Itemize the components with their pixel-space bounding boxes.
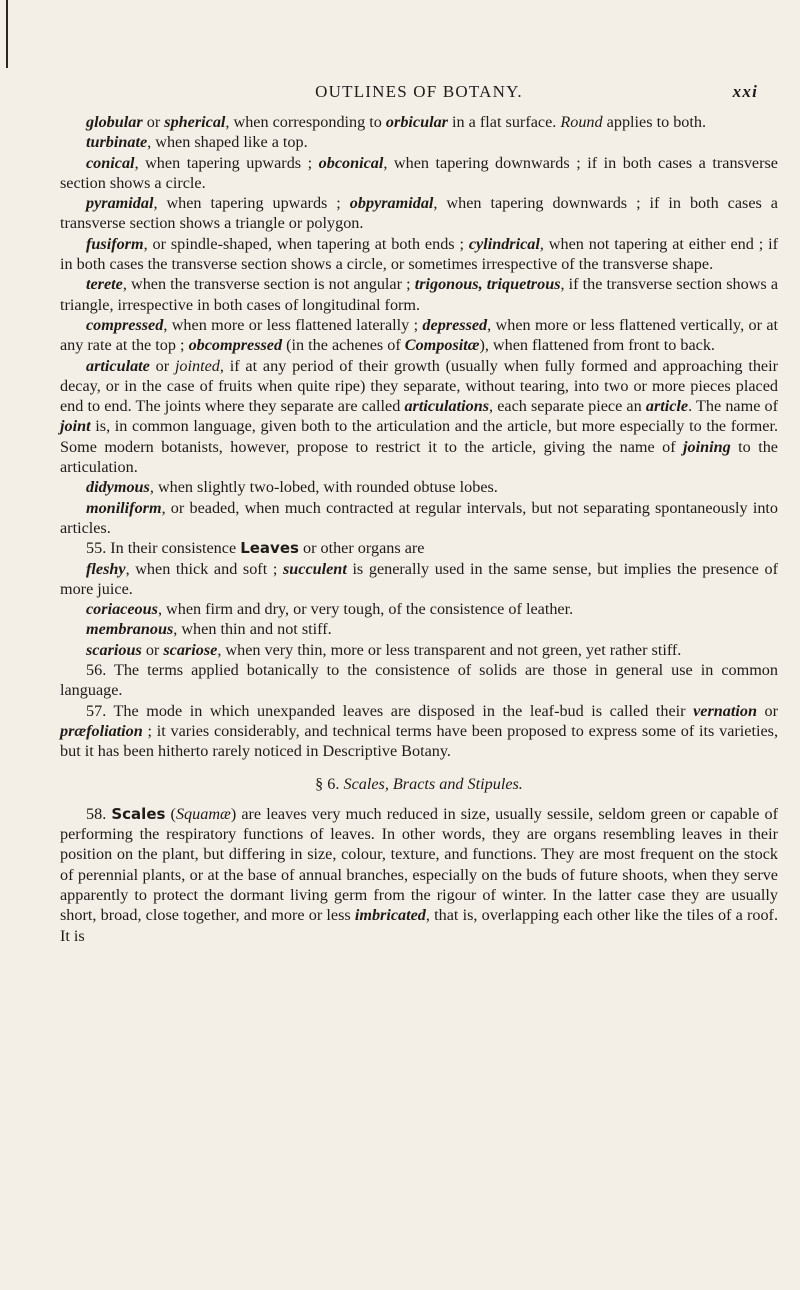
page-number: xxi [732, 82, 758, 101]
paragraph-56 [60, 660, 778, 701]
term: conical [86, 153, 135, 172]
term: pyramidal [86, 194, 154, 213]
term: globular [86, 113, 143, 131]
text: , when firm and dry, or very tough, of the consistence of leather. [157, 600, 574, 619]
term: joint [60, 417, 91, 436]
term: fusiform [86, 234, 144, 253]
text: ) are leaves very much reduced in size, usually sessile, seldom green or capable of performing the respiratory functions of leaves. In other words, they are organs resembling leaves in their position on the plant, but differing in size, colour, texture, and functions. They are most frequent on the stock of perennial plants, or at the base of annual branches, especially on the buds of future shoots, when they serve apparently to protect the dormant living germ from the rigour of winter. In the latter case they are usually short, broad, close together, and more or less [60, 804, 779, 925]
paragraph-compressed [60, 315, 778, 356]
paragraph-57 [60, 701, 778, 762]
text: or [141, 640, 164, 659]
paragraph-55 [60, 538, 778, 558]
running-title: OUTLINES OF BOTANY. [315, 82, 523, 101]
text: or other organs are [298, 539, 425, 558]
term: Leaves [240, 539, 299, 558]
page-binding-edge [6, 0, 8, 68]
text: 55. In their consistence [86, 539, 241, 558]
term: compressed [86, 315, 164, 334]
text: is, in common language, given both to the articulation and the article, but more especially to the former. Some modern botanists, however, propose to restrict it to the article, giving the name of [60, 417, 778, 456]
term: vernation [693, 701, 757, 720]
book-page [60, 0, 778, 946]
term: Squamæ [175, 804, 231, 823]
text: or [149, 356, 175, 375]
paragraph-membranous [60, 619, 778, 639]
section-heading [60, 774, 778, 794]
term: orbicular [385, 113, 448, 131]
paragraph-coriaceous [60, 599, 778, 619]
text: in a flat surface. [448, 113, 561, 131]
term: Scales [111, 804, 166, 823]
text: , when shaped like a top. [147, 133, 308, 152]
text: , when tapering downwards ; if in both cases a transverse section shows a circle. [60, 153, 778, 192]
term: article [645, 397, 689, 416]
term: coriaceous [86, 600, 158, 619]
term: scariose [163, 640, 218, 659]
section-number: § 6. [315, 774, 340, 793]
term: obconical [318, 153, 384, 172]
term: Round [560, 113, 603, 131]
text: (in the achenes of [282, 336, 405, 355]
term: cylindrical [468, 234, 540, 253]
text: 56. The terms applied botanically to the consistence of solids are those in general use in common language. [60, 661, 778, 700]
text: , if at any period of their growth (usually when fully formed and approaching their decay, or in the case of fruits when quite ripe) they separate, without tearing, into two or more pieces placed end to end. The joints where they separate are called [60, 356, 778, 416]
text: , each separate piece an [489, 397, 646, 416]
text: , or beaded, when much contracted at regular intervals, but not separating spontaneously into articles. [60, 498, 778, 537]
text: , when thick and soft ; [125, 559, 283, 578]
text: 58. [86, 804, 112, 823]
term: joining [683, 437, 731, 456]
text: . The name of [688, 397, 778, 416]
term: depressed [422, 315, 488, 334]
text: or [756, 701, 778, 720]
paragraph-moniliform [60, 498, 778, 539]
text: , when thin and not stiff. [173, 620, 332, 639]
term: præfoliation [60, 721, 143, 740]
term: jointed [174, 356, 220, 375]
text: , or spindle-shaped, when tapering at both ends ; [143, 234, 469, 253]
text: when corresponding to [229, 113, 386, 131]
text: , when more or less flattened vertically, or at any rate at the top ; [60, 315, 778, 355]
term: imbricated [354, 906, 426, 925]
text: ( [165, 804, 176, 823]
text: , when tapering upwards ; [134, 153, 319, 172]
paragraph-fusiform [60, 234, 778, 275]
text: , when very thin, more or less transparent and not green, yet rather stiff. [217, 640, 682, 659]
text: ), when flattened from front to back. [479, 336, 715, 355]
term: obcompressed [188, 336, 283, 355]
paragraph-globular: globular or spherical, when corresponding to orbicular in a flat surface. Round applies to both. [86, 113, 707, 131]
term: turbinate [86, 133, 148, 152]
term: moniliform [86, 498, 162, 517]
running-header [60, 82, 778, 122]
paragraph-pyramidal [60, 193, 778, 234]
paragraph-scarious [60, 640, 778, 660]
paragraph-articulate [60, 356, 778, 478]
text: 57. The mode in which unexpanded leaves are disposed in the leaf-bud is called their [86, 701, 694, 720]
term: articulations [404, 397, 490, 416]
paragraph-terete [60, 274, 778, 315]
term: membranous [86, 620, 174, 639]
term: spherical [164, 113, 226, 131]
text: to the articulation. [60, 437, 778, 477]
term: obpyramidal [349, 194, 434, 213]
term: terete [86, 275, 123, 294]
text: or [142, 113, 165, 131]
term: trigonous, triquetrous [414, 275, 561, 294]
paragraph-turbinate [60, 132, 778, 152]
text: , when not tapering at either end ; if in both cases the transverse section shows a circle, or sometimes irrespective of the transverse shape. [60, 234, 778, 274]
term: fleshy [86, 559, 126, 578]
text: is generally used in the same sense, but implies the presence of more juice. [60, 559, 778, 598]
text: , when more or less flattened laterally ; [163, 315, 423, 334]
term: scarious [86, 640, 142, 659]
term: succulent [282, 559, 347, 578]
term: didymous [86, 478, 150, 497]
text: , that is, overlapping each other like the tiles of a roof. It is [60, 906, 778, 945]
term: articulate [86, 356, 150, 375]
body-text [60, 112, 778, 946]
paragraph-conical [60, 153, 778, 194]
text: , when the transverse section is not angular ; [122, 275, 415, 294]
text: , if the transverse section shows a triangle, irrespective in both cases of longitudinal form. [60, 275, 779, 314]
text: , when tapering downwards ; if in both cases a transverse section shows a triangle or polygon. [60, 194, 778, 233]
text: , when tapering upwards ; [153, 194, 350, 213]
text: , when slightly two-lobed, with rounded obtuse lobes. [149, 478, 498, 497]
paragraph-didymous [60, 477, 778, 497]
term: Compositæ [404, 336, 480, 355]
text: applies to both. [602, 113, 707, 131]
section-title: Scales, Bracts and Stipules. [343, 774, 523, 793]
text: ; it varies considerably, and technical terms have been proposed to express some of its varieties, but it has been hitherto rarely noticed in Descriptive Botany. [60, 721, 778, 761]
paragraph-fleshy [60, 559, 778, 600]
paragraph-58 [60, 804, 778, 946]
